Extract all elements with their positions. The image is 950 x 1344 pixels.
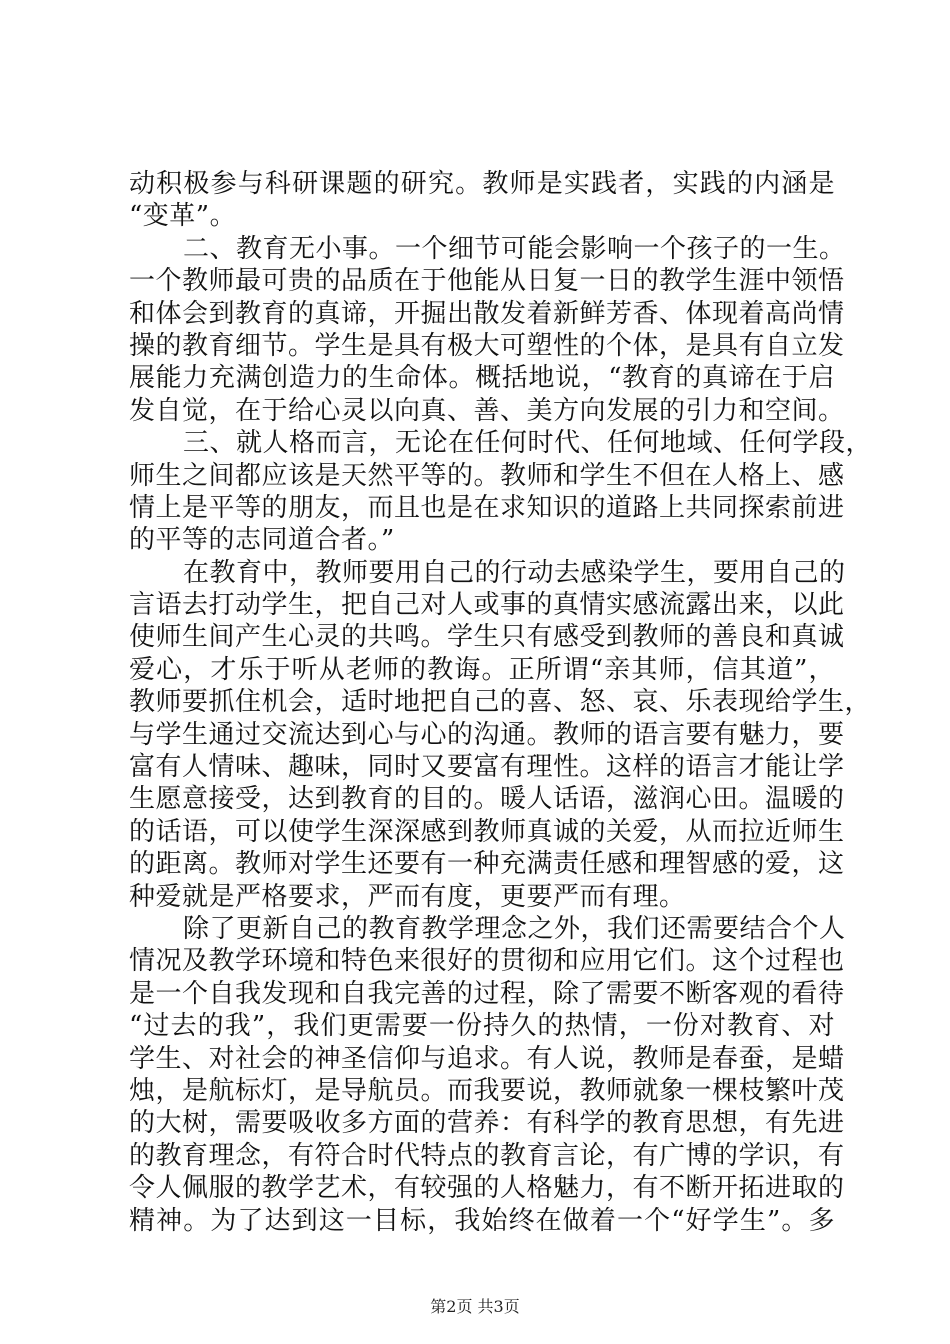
text-line: 教师要抓住机会，适时地把自己的喜、怒、哀、乐表现给学生， (129, 687, 872, 718)
text-line: 发自觉，在于给心灵以向真、善、美方向发展的引力和空间。 (129, 395, 845, 426)
text-line: 动积极参与科研课题的研究。教师是实践者，实践的内涵是 (129, 169, 835, 199)
text-line: 富有人情味、趣味，同时又要富有理性。这样的语言才能让学 (129, 752, 845, 783)
text-line: 与学生通过交流达到心与心的沟通。教师的语言要有魅力，要 (129, 719, 845, 750)
text-line: 是一个自我发现和自我完善的过程，除了需要不断客观的看待 (129, 978, 845, 1009)
text-line: “变革”。 (129, 201, 237, 232)
text-line: 的距离。教师对学生还要有一种充满责任感和理智感的爱，这 (129, 849, 845, 880)
body-text (129, 168, 873, 1237)
text-line: “过去的我”，我们更需要一份持久的热情，一份对教育、对 (129, 1011, 835, 1042)
paragraph-start-line: 三、就人格而言，无论在任何时代、任何地域、任何学段， (183, 428, 873, 459)
text-line: 爱心，才乐于听从老师的教诲。正所谓“亲其师，信其道”， (129, 654, 835, 685)
text-line: 令人佩服的教学艺术，有较强的人格魅力，有不断开拓进取的 (129, 1173, 845, 1204)
text-line: 师生之间都应该是天然平等的。教师和学生不但在人格上、感 (129, 460, 845, 491)
text-line: 学生、对社会的神圣信仰与追求。有人说，教师是春蚕，是蜡 (129, 1043, 845, 1074)
text-line: 展能力充满创造力的生命体。概括地说，“教育的真谛在于启 (129, 363, 835, 394)
text-line: 和体会到教育的真谛，开掘出散发着新鲜芳香、体现着高尚情 (129, 298, 845, 329)
text-line: 使师生间产生心灵的共鸣。学生只有感受到教师的善良和真诚 (129, 622, 845, 653)
text-line: 操的教育细节。学生是具有极大可塑性的个体，是具有自立发 (129, 330, 845, 361)
page-number-footer: 第2页 共3页 (430, 1297, 520, 1316)
text-line: 情上是平等的朋友，而且也是在求知识的道路上共同探索前进 (129, 492, 845, 523)
text-line: 烛，是航标灯，是导航员。而我要说，教师就象一棵枝繁叶茂 (129, 1075, 845, 1106)
text-line: 一个教师最可贵的品质在于他能从日复一日的教学生涯中领悟 (129, 266, 845, 297)
paragraph-start-line: 在教育中，教师要用自己的行动去感染学生，要用自己的 (183, 557, 846, 588)
text-line: 的大树，需要吸收多方面的营养：有科学的教育思想，有先进 (129, 1108, 845, 1139)
text-line: 生愿意接受，达到教育的目的。暖人话语，滋润心田。温暖的 (129, 784, 845, 815)
text-line: 的话语，可以使学生深深感到教师真诚的关爱，从而拉近师生 (129, 816, 845, 847)
text-line: 言语去打动学生，把自己对人或事的真情实感流露出来，以此 (129, 590, 845, 621)
text-line: 的教育理念，有符合时代特点的教育言论，有广博的学识，有 (129, 1140, 845, 1171)
text-line: 情况及教学环境和特色来很好的贯彻和应用它们。这个过程也 (129, 946, 845, 977)
text-line: 的平等的志同道合者。” (129, 525, 395, 556)
paragraph-start-line: 除了更新自己的教育教学理念之外，我们还需要结合个人 (183, 913, 846, 944)
paragraph-start-line: 二、教育无小事。一个细节可能会影响一个孩子的一生。 (183, 233, 846, 264)
text-line: 精神。为了达到这一目标，我始终在做着一个“好学生”。多 (129, 1205, 835, 1236)
text-line: 种爱就是严格要求，严而有度，更要严而有理。 (129, 881, 686, 912)
